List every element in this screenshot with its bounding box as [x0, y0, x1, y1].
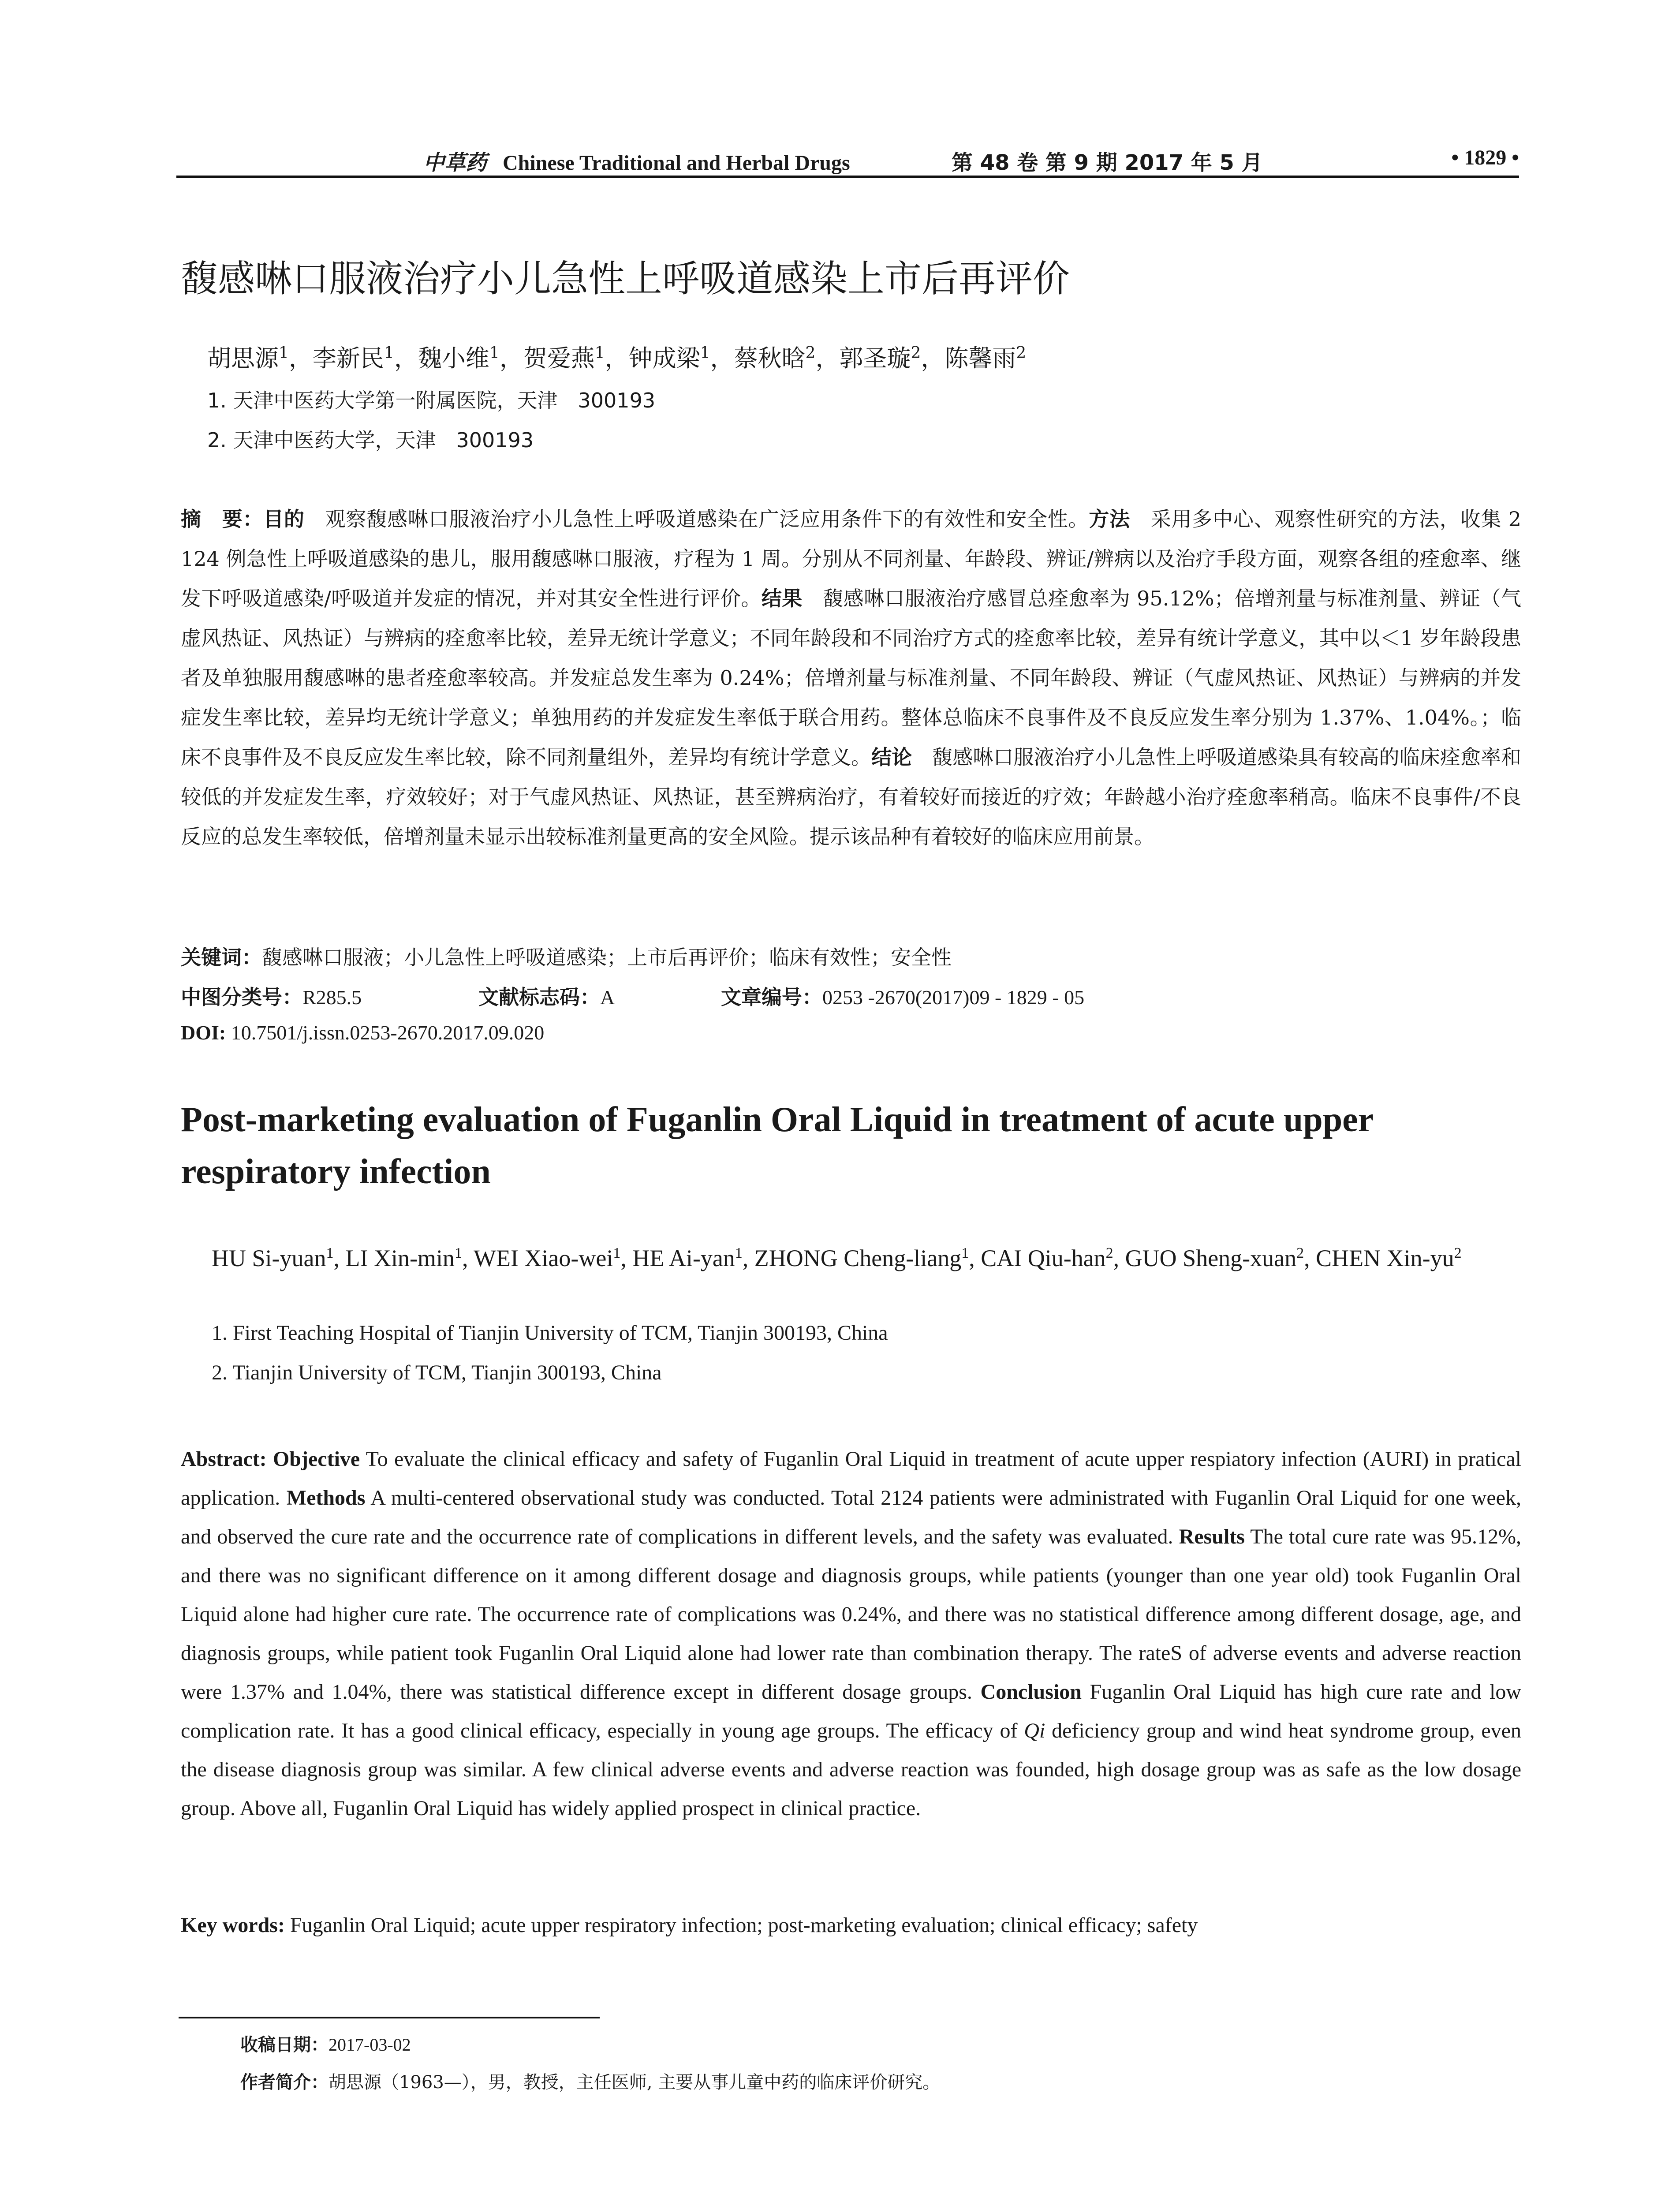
author-name: WEI Xiao-wei: [473, 1245, 613, 1271]
author-separator: ，: [921, 344, 945, 372]
author-separator: ，: [394, 344, 418, 372]
en-results: The total cure rate was 95.12%, and there was no significant difference on it among different dosage and diagnosis groups, while patients (younger than one year old) took Fuganlin Oral Liquid alone had higher cure rate. The occurrence rate of complications was 0.24%, and there was no statistical difference among different dosage, age, and diagnosis groups, while patient took Fuganlin Oral Liquid alone had lower rate than combination therapy. The rateS of adverse events and adverse reaction were 1.37% and 1.04%, there was statistical difference except in different dosage groups.: [181, 1525, 1522, 1704]
en-keywords-text: Fuganlin Oral Liquid; acute upper respiratory infection; post-marketing evaluation; clinical efficacy; safety: [284, 1913, 1198, 1937]
author-affiliation-mark: 2: [911, 344, 921, 362]
header-rule: [176, 176, 1519, 178]
received-label: 收稿日期：: [240, 2035, 329, 2055]
en-abstract: [181, 1440, 1521, 1828]
author-affiliation-mark: 1: [454, 1245, 462, 1261]
en-methods: A multi-centered observational study was conducted. Total 2124 patients were administrated with Fuganlin Oral Liquid for one week, and observed the cure rate and the occurrence rate of complications in different levels, and the safety was evaluated.: [181, 1486, 1521, 1548]
author-separator: ,: [462, 1245, 474, 1271]
author-affiliation-mark: 1: [700, 344, 710, 362]
cn-doi: [181, 1021, 544, 1044]
author-name: GUO Sheng-xuan: [1125, 1245, 1297, 1271]
cn-clc-value: R285.5: [302, 986, 362, 1009]
en-objective: To evaluate the clinical efficacy and safety of Fuganlin Oral Liquid in treatment of acute upper respiatory infection (AURI) in pratical application.: [181, 1447, 1521, 1510]
cn-affiliation-2: 2. 天津中医药大学，天津 300193: [207, 428, 534, 452]
cn-title: 馥感啉口服液治疗小儿急性上呼吸道感染上市后再评价: [181, 257, 1070, 300]
author-separator: ，: [499, 344, 523, 372]
author-separator: ,: [1304, 1245, 1316, 1271]
en-objective-label: Objective: [273, 1447, 360, 1471]
author-affiliation-mark: 1: [735, 1245, 743, 1261]
author-name: 李新民: [312, 344, 384, 372]
cn-methods-label: 方法: [1089, 507, 1130, 531]
author-name: 钟成梁: [628, 344, 700, 372]
en-affiliation-2: 2. Tianjin University of TCM, Tianjin 300193, China: [212, 1361, 662, 1384]
author-separator: ,: [742, 1245, 754, 1271]
cn-results: 馥感啉口服液治疗感冒总痊愈率为 95.12%；倍增剂量与标准剂量、辨证（气虚风热证、风热证）与辨病的痊愈率比较，差异无统计学意义；不同年龄段和不同治疗方式的痊愈率比较，差异有统计学意义，其中以＜1 岁年龄段患者及单独服用馥感啉的患者痊愈率较高。并发症总发生率为 0.24%；倍增剂量与标准剂量、不同年龄段、辨证（气虚风热证、风热证）与辨病的并发症发生率比较，差异均无统计学意义；单独用药的并发症发生率低于联合用药。整体总临床不良事件及不良反应发生率分别为 1.37%、1.04%。；临床不良事件及不良反应发生率比较，除不同剂量组外，差异均有统计学意义。: [181, 587, 1522, 769]
en-title: Post-marketing evaluation of Fuganlin Oral Liquid in treatment of acute upper respiratory infection: [181, 1100, 1373, 1191]
cn-clc: [181, 981, 362, 1010]
author-name: CAI Qiu-han: [981, 1245, 1106, 1271]
author-name: HU Si-yuan: [212, 1245, 326, 1271]
author-name: 魏小维: [418, 344, 489, 372]
en-results-label: Results: [1179, 1525, 1245, 1548]
cn-article-label: 文章编号：: [721, 985, 822, 1009]
author-affiliation-mark: 2: [1016, 344, 1027, 362]
author-affiliation-mark: 1: [961, 1245, 969, 1261]
author-name: 胡思源: [207, 344, 279, 372]
author-name: ZHONG Cheng-liang: [754, 1245, 962, 1271]
en-keywords-label: Key words:: [181, 1913, 285, 1937]
cn-conclusion: 馥感啉口服液治疗小儿急性上呼吸道感染具有较高的临床痊愈率和较低的并发症发生率，疗效较好；对于气虚风热证、风热证，甚至辨病治疗，有着较好而接近的疗效；年龄越小治疗痊愈率稍高。临床不良事件/不良反应的总发生率较低，倍增剂量未显示出较标准剂量更高的安全风险。提示该品种有着较好的临床应用前景。: [181, 745, 1522, 848]
author-bio: 胡思源（1963—），男，教授，主任医师, 主要从事儿童中药的临床评价研究。: [329, 2072, 941, 2093]
author-bio-label: 作者简介：: [240, 2072, 329, 2093]
cn-objective-label: 目的: [263, 507, 305, 531]
author-separator: ,: [969, 1245, 981, 1271]
footnote-rule: [179, 2017, 600, 2018]
author-separator: ，: [815, 344, 840, 372]
journal-header: [423, 146, 850, 176]
author-affiliation-mark: 2: [1454, 1245, 1462, 1261]
author-affiliation-mark: 1: [613, 1245, 621, 1261]
cn-clc-label: 中图分类号：: [181, 985, 302, 1009]
author-affiliation-mark: 2: [805, 344, 816, 362]
en-keywords: [181, 1913, 1198, 1937]
cn-abstract: [181, 499, 1521, 856]
author-affiliation-mark: 1: [384, 344, 394, 362]
cn-objective: 观察馥感啉口服液治疗小儿急性上呼吸道感染在广泛应用条件下的有效性和安全性。: [304, 507, 1089, 531]
cn-article-no: [721, 981, 1084, 1010]
doi-value: 10.7501/j.issn.0253-2670.2017.09.020: [231, 1021, 545, 1044]
author-affiliation-mark: 1: [326, 1245, 334, 1261]
footnote-received: [240, 2031, 411, 2056]
author-separator: ，: [288, 344, 313, 372]
en-conclusion-b: deficiency group and wind heat syndrome group, even the disease diagnosis group was similar. A few clinical adverse events and adverse reaction was founded, high dosage group was as safe as the low dosage group. Above all, Fuganlin Oral Liquid has widely applied prospect in clinical practice.: [181, 1719, 1522, 1820]
author-separator: ，: [710, 344, 734, 372]
issue-info: 第 48 卷 第 9 期 2017 年 5 月: [952, 150, 1263, 175]
en-affiliation-1: 1. First Teaching Hospital of Tianjin University of TCM, Tianjin 300193, China: [212, 1321, 888, 1345]
cn-methods: 采用多中心、观察性研究的方法，收集 2 124 例急性上呼吸道感染的患儿，服用馥感啉口服液，疗程为 1 周。分别从不同剂量、年龄段、辨证/辨病以及治疗手段方面，观察各组的痊愈率、继发下呼吸道感染/呼吸道并发症的情况，并对其安全性进行评价。: [181, 507, 1522, 610]
cn-doccode-value: A: [600, 986, 615, 1009]
cn-authors: [207, 340, 1026, 374]
author-separator: ,: [333, 1245, 346, 1271]
en-methods-label: Methods: [286, 1486, 366, 1510]
en-authors: [212, 1235, 1530, 1277]
cn-affiliation-1: 1. 天津中医药大学第一附属医院，天津 300193: [207, 389, 656, 412]
author-name: 郭圣璇: [839, 344, 911, 372]
author-affiliation-mark: 2: [1296, 1245, 1304, 1261]
author-affiliation-mark: 1: [489, 344, 500, 362]
cn-conclusion-label: 结论: [871, 745, 912, 769]
journal-name-cn: 中草药: [423, 150, 487, 175]
page-number: • 1829 •: [1451, 146, 1519, 169]
cn-results-label: 结果: [761, 587, 803, 610]
cn-doccode-label: 文献标志码：: [478, 985, 600, 1009]
author-affiliation-mark: 1: [279, 344, 289, 362]
author-separator: ，: [605, 344, 629, 372]
journal-name-en: Chinese Traditional and Herbal Drugs: [503, 151, 850, 175]
cn-doccode: [478, 981, 615, 1010]
cn-keywords-text: 馥感啉口服液；小儿急性上呼吸道感染；上市后再评价；临床有效性；安全性: [262, 946, 952, 969]
author-affiliation-mark: 1: [594, 344, 605, 362]
doi-label: DOI:: [181, 1021, 226, 1044]
author-separator: ,: [620, 1245, 633, 1271]
author-name: LI Xin-min: [345, 1245, 455, 1271]
en-conclusion-a: Fuganlin Oral Liquid has high cure rate and low complication rate. It has a good clinical efficacy, especially in young age groups. The efficacy of: [181, 1680, 1521, 1742]
author-affiliation-mark: 2: [1105, 1245, 1113, 1261]
cn-abstract-label: 摘 要：: [181, 507, 264, 531]
cn-keywords: [181, 942, 952, 971]
running-header: [176, 142, 1519, 177]
footnote-author: [240, 2068, 940, 2093]
author-separator: ,: [1113, 1245, 1125, 1271]
en-conclusion-label: Conclusion: [980, 1680, 1082, 1704]
author-name: HE Ai-yan: [632, 1245, 735, 1271]
author-name: 蔡秋晗: [734, 344, 806, 372]
cn-keywords-label: 关键词：: [181, 946, 262, 969]
received-date: 2017-03-02: [329, 2035, 411, 2055]
en-conclusion-qi: Qi: [1024, 1719, 1045, 1742]
author-name: 贺爱燕: [523, 344, 595, 372]
en-abstract-label: Abstract:: [181, 1447, 267, 1471]
author-name: 陈馨雨: [945, 344, 1016, 372]
cn-article-value: 0253 -2670(2017)09 - 1829 - 05: [822, 986, 1085, 1009]
author-name: CHEN Xin-yu: [1316, 1245, 1454, 1271]
